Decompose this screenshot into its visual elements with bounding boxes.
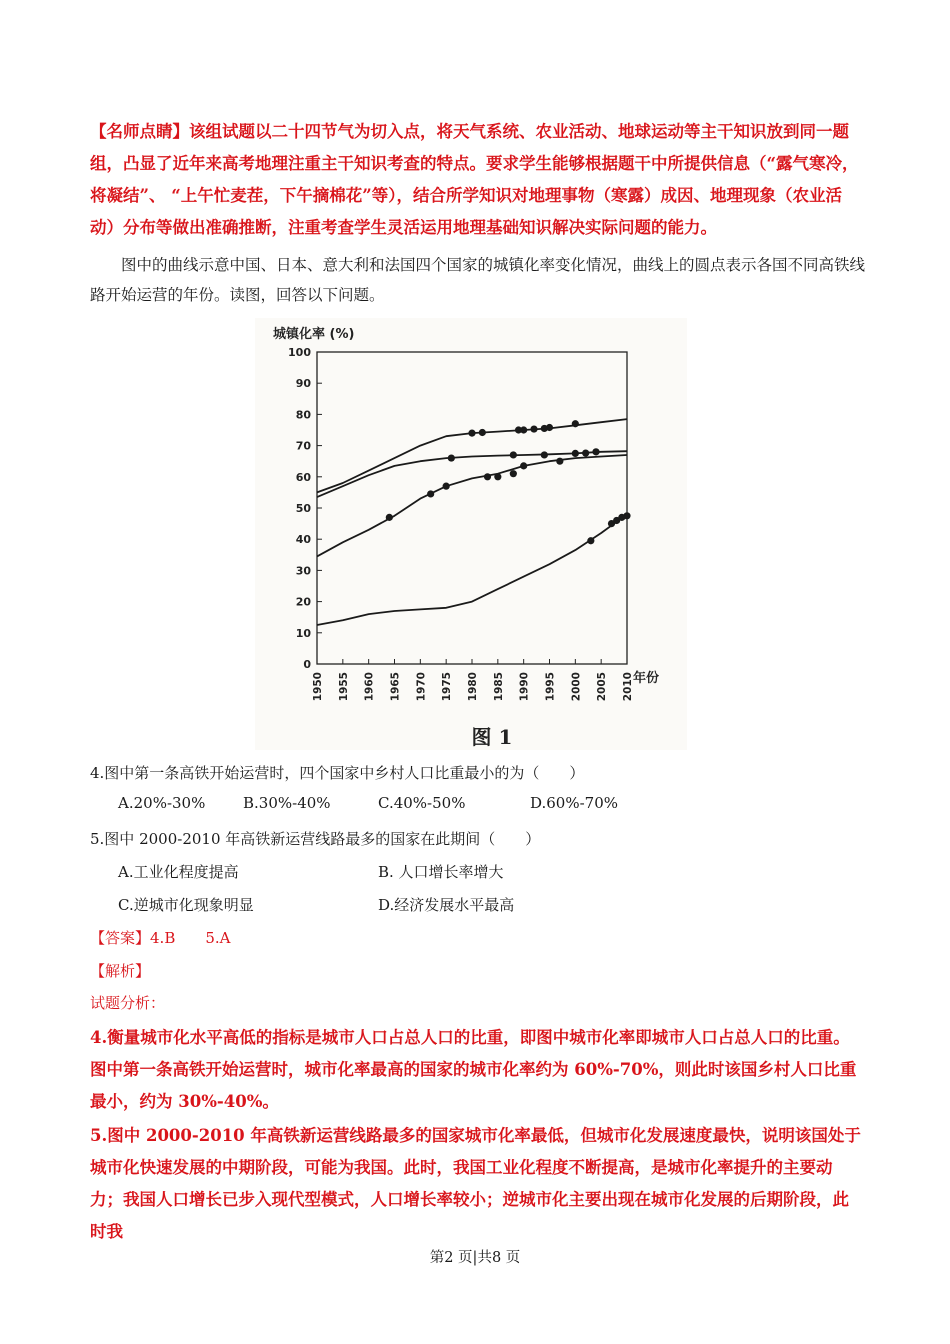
- x-tick-label: 2010: [622, 672, 634, 702]
- analysis-sub: 试题分析：: [90, 994, 166, 1012]
- x-axis-label: 年份: [633, 671, 660, 686]
- answer-text: 4.B 5.A: [150, 929, 231, 947]
- x-tick-label: 2005: [596, 672, 609, 702]
- x-tick-label: 1985: [492, 672, 505, 702]
- x-tick-label: 1995: [544, 672, 557, 702]
- railway-dot: [592, 448, 599, 455]
- railway-dot: [520, 462, 527, 469]
- answer-line: [90, 927, 231, 948]
- q4-option-c: C.40%-50%: [378, 794, 466, 812]
- railway-dot: [541, 451, 548, 458]
- q4-option-d: D.60%-70%: [530, 794, 619, 812]
- railway-dot: [479, 429, 486, 436]
- railway-dot: [530, 425, 537, 432]
- urbanization-chart: [255, 318, 687, 750]
- y-tick-label: 80: [295, 408, 311, 422]
- railway-dot: [468, 430, 475, 437]
- railway-dot: [556, 458, 563, 465]
- railway-dot: [443, 483, 450, 490]
- y-tick-label: 30: [295, 564, 311, 578]
- x-tick-label: 1970: [415, 672, 428, 702]
- x-tick-label: 1975: [441, 672, 454, 702]
- y-tick-label: 100: [288, 346, 311, 359]
- question-intro: 图中的曲线示意中国、日本、意大利和法国四个国家的城镇化率变化情况，曲线上的圆点表示各国不同高铁线路开始运营的年份。读图，回答以下问题。: [90, 256, 866, 304]
- analysis-q5: 5.图中 2000-2010 年高铁新运营线路最多的国家城市化率最低，但城市化发展速度最快，说明该国处于城市化快速发展的中期阶段，可能为我国。此时，我国工业化程度不断提高，是城市化率提升的主要动力；我国人口增长已步入现代型模式，人口增长率较小；逆城市化主要出现在城市化发展的后期阶段，此时我: [90, 1126, 861, 1241]
- y-tick-label: 40: [295, 533, 311, 547]
- y-tick-label: 50: [295, 502, 311, 515]
- railway-dot: [572, 420, 579, 427]
- y-tick-label: 20: [295, 595, 311, 609]
- railway-dot: [448, 454, 455, 461]
- railway-dot: [427, 490, 434, 497]
- y-tick-label: 10: [295, 626, 311, 640]
- x-tick-label: 1965: [389, 672, 402, 702]
- page-footer: 第2 页|共8 页: [429, 1250, 521, 1266]
- railway-dot: [484, 473, 491, 480]
- q4-option-b: B.30%-40%: [243, 794, 331, 812]
- teacher-tip: [90, 116, 865, 244]
- x-tick-label: 1980: [467, 672, 479, 702]
- railway-dot: [494, 473, 501, 480]
- q4-stem: 4.图中第一条高铁开始运营时，四个国家中乡村人口比重最小的为（ ）: [90, 764, 585, 782]
- y-axis-label: 城镇化率 (%): [273, 327, 355, 342]
- y-tick-label: 70: [295, 439, 311, 453]
- q5-option-a: A.工业化程度提高: [118, 863, 239, 881]
- x-tick-label: 1955: [337, 672, 350, 702]
- railway-dot: [572, 450, 579, 457]
- x-tick-label: 2000: [570, 672, 583, 702]
- q5-stem: 5.图中 2000-2010 年高铁新运营线路最多的国家在此期间（ ）: [90, 830, 541, 848]
- q5-option-d: D.经济发展水平最高: [378, 896, 515, 914]
- railway-dot: [546, 424, 553, 431]
- q5-option-b: B. 人口增长率增大: [378, 863, 504, 881]
- q4-option-a: A.20%-30%: [118, 794, 206, 812]
- railway-dot: [510, 470, 517, 477]
- answer-label: 【答案】: [90, 929, 151, 947]
- y-tick-label: 0: [303, 658, 311, 671]
- q5-option-c: C.逆城市化现象明显: [118, 896, 254, 914]
- analysis-label: 【解析】: [90, 962, 151, 980]
- railway-dot: [623, 512, 630, 519]
- analysis-q4: 4.衡量城市化水平高低的指标是城市人口占总人口的比重，即图中城市化率即城市人口占总人口的比重。图中第一条高铁开始运营时，城市化率最高的国家的城市化率约为 60%-70%，则此时该国乡村人口比重最小，约为 30%-40%。: [90, 1028, 857, 1111]
- railway-dot: [520, 426, 527, 433]
- x-tick-label: 1960: [363, 672, 376, 702]
- tip-text: 该组试题以二十四节气为切入点，将天气系统、农业活动、地球运动等主干知识放到同一题组，凸显了近年来高考地理注重主干知识考查的特点。要求学生能够根据题干中所提供信息（“露气寒冷，将凝结”、 “上午忙麦茬，下午摘棉花”等），结合所学知识对地理事物（寒露）成因、地理现象（农业活动）分布等做出准确推断，注重考查学生灵活运用地理基础知识解决实际问题的能力。: [90, 122, 859, 237]
- railway-dot: [587, 537, 594, 544]
- x-tick-label: 1990: [518, 672, 531, 702]
- chart-svg: [255, 318, 687, 750]
- railway-dot: [386, 514, 393, 521]
- y-tick-label: 60: [295, 470, 311, 484]
- x-tick-label: 1950: [312, 672, 324, 702]
- y-tick-label: 90: [295, 377, 311, 391]
- railway-dot: [510, 451, 517, 458]
- tip-label: 【名师点睛】: [90, 122, 189, 141]
- chart-title: 图 1: [471, 725, 513, 749]
- railway-dot: [582, 449, 589, 456]
